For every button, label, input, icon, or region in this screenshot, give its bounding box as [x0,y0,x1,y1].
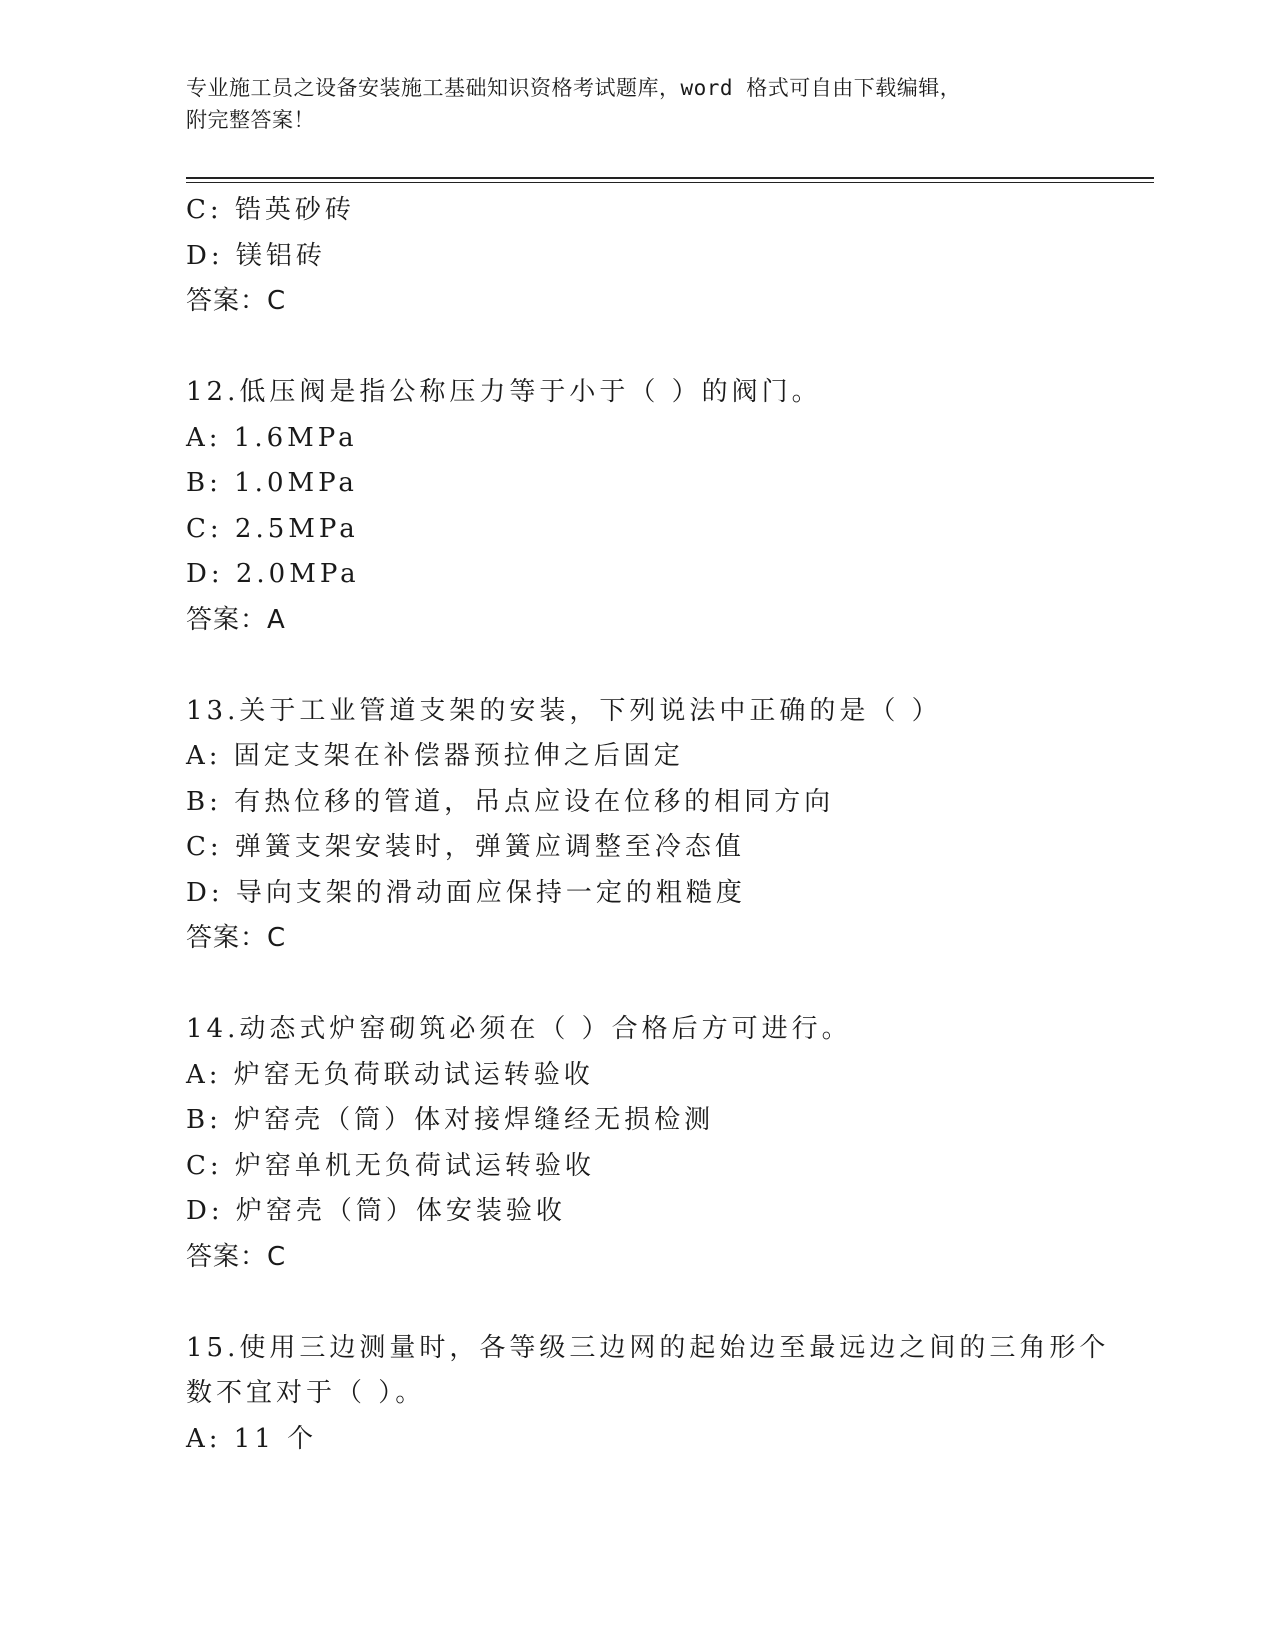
question-stem: 13.关于工业管道支架的安装，下列说法中正确的是（ ） [186,695,942,726]
option-item: A: 固定支架在补偿器预拉伸之后固定 [186,741,684,771]
header-line-1: 专业施工员之设备安装施工基础知识资格考试题库，word 格式可自由下载编辑， [186,76,962,100]
option-item: C: 锆英砂砖 [186,195,355,225]
question-stem-continued: 数不宜对于（ ）。 [186,1378,426,1408]
option-item: A: 1.6MPa [186,422,358,453]
question-list [186,188,1154,1462]
answer-text: 答案：C [186,286,287,316]
option-item: B: 1.0MPa [186,468,358,498]
option-item: C: 弹簧支架安装时，弹簧应调整至冷态值 [186,832,745,862]
header-divider [186,177,1154,183]
option-item: D: 炉窑壳（筒）体安装验收 [186,1196,566,1226]
option-item: A: 11 个 [186,1423,318,1454]
option-item: C: 炉窑单机无负荷试运转验收 [186,1150,595,1181]
answer-text: 答案：C [186,1241,287,1272]
option-item: D: 镁铝砖 [186,240,326,271]
spacer [186,962,1154,1008]
option-item: B: 有热位移的管道，吊点应设在位移的相同方向 [186,786,835,817]
answer-text: 答案：A [186,604,286,635]
question-stem: 12.低压阀是指公称压力等于小于（ ）的阀门。 [186,377,822,407]
option-item: A: 炉窑无负荷联动试运转验收 [186,1059,594,1090]
question-stem: 15.使用三边测量时，各等级三边网的起始边至最远边之间的三角形个 [186,1332,1110,1363]
answer-text: 答案：C [186,923,287,953]
spacer [186,1280,1154,1326]
header-line-2: 附完整答案！ [186,108,315,132]
document-page [186,0,1156,1650]
spacer [186,325,1154,371]
option-item: D: 导向支架的滑动面应保持一定的粗糙度 [186,877,746,908]
option-item: D: 2.0MPa [186,559,360,589]
option-item: B: 炉窑壳（筒）体对接焊缝经无损检测 [186,1105,715,1135]
option-item: C: 2.5MPa [186,513,359,544]
question-stem: 14.动态式炉窑砌筑必须在（ ）合格后方可进行。 [186,1014,852,1044]
spacer [186,643,1154,689]
document-header [186,72,1046,136]
